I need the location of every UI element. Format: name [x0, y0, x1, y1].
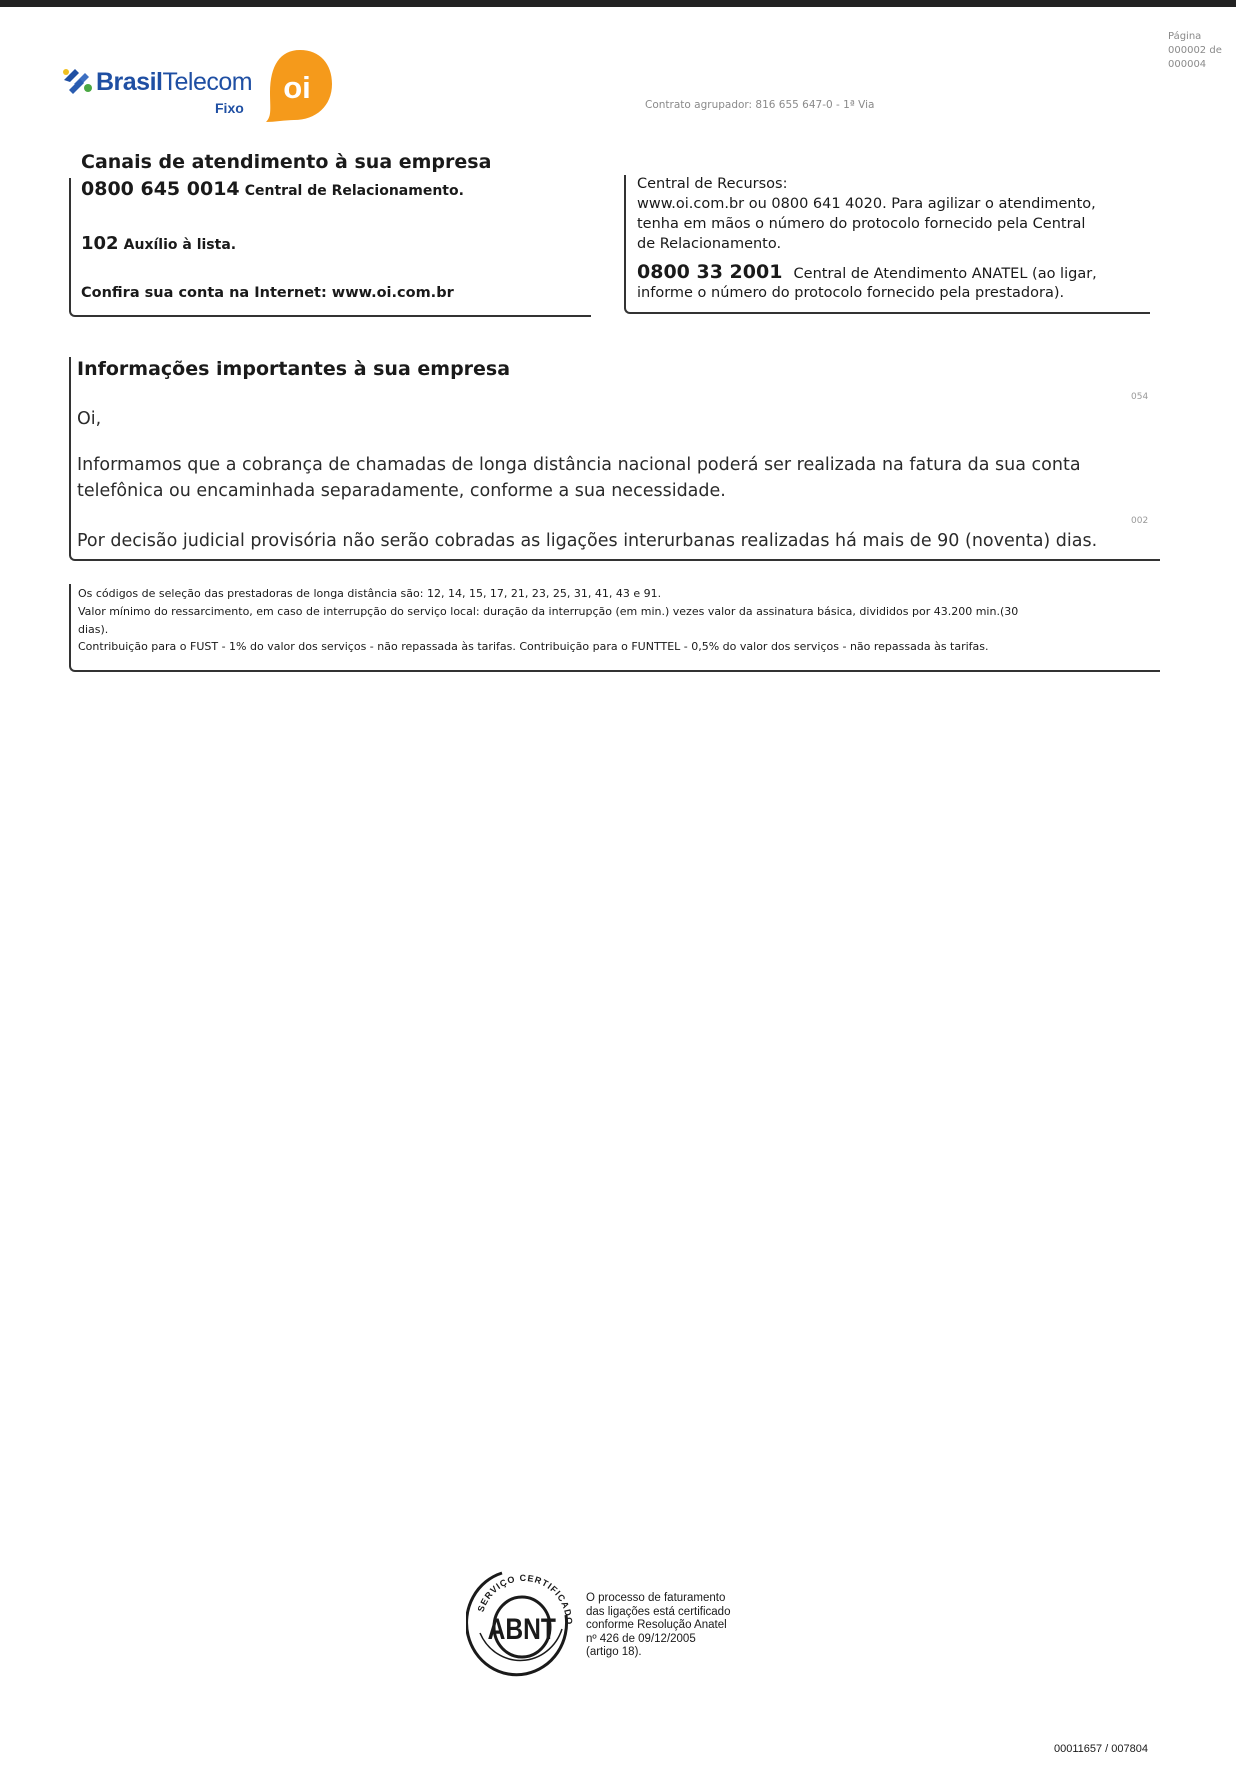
seal-caption-line-2: das ligações está certificado — [586, 1605, 731, 1618]
recursos-line-2: tenha em mãos o número do protocolo fornecido pela Central — [637, 216, 1086, 232]
info-code-2: 002 — [1131, 516, 1149, 526]
relacionamento-row — [81, 178, 464, 200]
seal-abnt-text: ABNT — [487, 1611, 556, 1646]
page-indicator — [1168, 30, 1234, 72]
brand-name: BrasilTelecom — [96, 68, 253, 96]
contract-number: Contrato agrupador: 816 655 647-0 - 1ª Via — [645, 99, 875, 111]
recursos-title: Central de Recursos: — [637, 176, 788, 192]
channels-title: Canais de atendimento à sua empresa — [81, 151, 492, 173]
seal-caption — [586, 1592, 730, 1660]
page-numbers: 000002 de 000004 — [1168, 45, 1222, 70]
anatel-line-2: informe o número do protocolo fornecido pela prestadora). — [637, 285, 1065, 301]
info-title: Informações importantes à sua empresa — [77, 358, 511, 380]
seal-ring-text: SERVIÇO CERTIFICADO — [475, 1572, 575, 1626]
seal-caption-line-5: (artigo 18). — [586, 1646, 642, 1658]
oi-logo — [264, 48, 334, 124]
brand-subtitle: Fixo — [215, 100, 244, 116]
info-paragraph-2: Por decisão judicial provisória não serão cobradas as ligações interurbanas realizadas há mais de 90 (noventa) dias. — [77, 531, 1098, 551]
auxilio-number: 102 — [81, 233, 119, 254]
brasil-telecom-logo — [60, 64, 280, 124]
top-edge — [0, 0, 1236, 7]
seal-caption-line-4: nº 426 de 09/12/2005 — [586, 1632, 696, 1645]
note-line-1: Os códigos de seleção das prestadoras de longa distância são: 12, 14, 15, 17, 21, 23, 25, 31, 41, 43 e 91. — [78, 587, 662, 600]
info-greeting: Oi, — [77, 409, 102, 429]
note-line-2: Valor mínimo do ressarcimento, em caso de interrupção do serviço local: duração da interrupção (em min.) vezes valor da assinatura básica, divididos por 43.200 min.(30 — [78, 605, 1019, 618]
anatel-number: 0800 33 2001 — [637, 261, 783, 283]
recursos-line-3: de Relacionamento. — [637, 236, 782, 252]
abnt-seal-icon — [466, 1563, 578, 1683]
brasil-telecom-icon — [60, 66, 94, 96]
note-line-4: Contribuição para o FUST - 1% do valor dos serviços - não repassada às tarifas. Contribuição para o FUNTTEL - 0,5% do valor dos serviços - não repassada às tarifas. — [78, 640, 989, 653]
internet-link: Confira sua conta na Internet: www.oi.com.br — [81, 285, 454, 301]
anatel-row — [637, 261, 1097, 284]
auxilio-row — [81, 233, 236, 254]
relacionamento-number: 0800 645 0014 — [81, 178, 240, 200]
seal-caption-line-3: conforme Resolução Anatel — [586, 1619, 727, 1631]
page-label: Página — [1168, 31, 1202, 42]
info-paragraph-1-line-2: telefônica ou encaminhada separadamente, conforme a sua necessidade. — [77, 481, 726, 501]
info-paragraph-1-line-1: Informamos que a cobrança de chamadas de longa distância nacional poderá ser realizada na fatura da sua conta — [77, 455, 1081, 475]
anatel-label: Central de Atendimento ANATEL (ao ligar, — [793, 266, 1097, 282]
note-line-3: dias). — [78, 623, 109, 636]
oi-logo-text: oi — [283, 70, 311, 105]
auxilio-label: Auxílio à lista. — [123, 237, 237, 253]
recursos-line-1: www.oi.com.br ou 0800 641 4020. Para agilizar o atendimento, — [637, 196, 1096, 212]
relacionamento-label: Central de Relacionamento. — [244, 183, 464, 199]
info-code-1: 054 — [1131, 392, 1149, 402]
document-number: 00011657 / 007804 — [1054, 1743, 1148, 1755]
seal-caption-line-1: O processo de faturamento — [586, 1592, 726, 1604]
abnt-seal — [466, 1563, 578, 1683]
